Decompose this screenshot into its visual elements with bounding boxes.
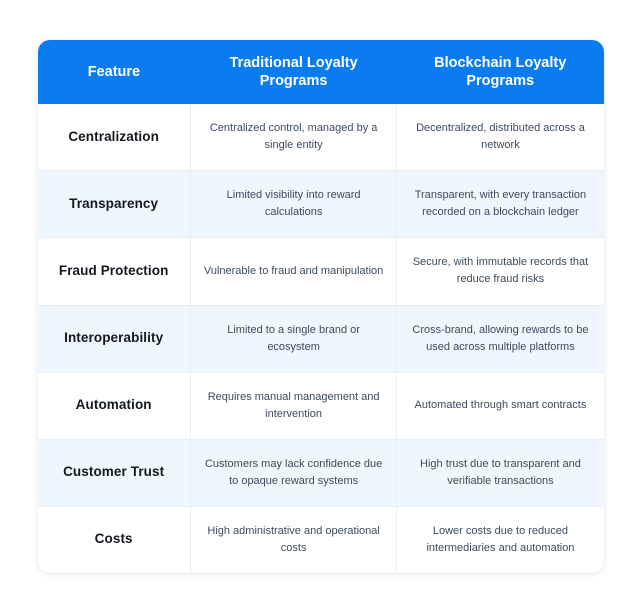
- column-header-feature: Feature: [38, 40, 191, 104]
- row-traditional-value: High administrative and operational costs: [207, 524, 380, 554]
- row-traditional-value: Centralized control, managed by a single entity: [190, 104, 397, 171]
- table-body: [38, 104, 604, 573]
- comparison-table-card: [38, 40, 604, 573]
- row-traditional-value: Vulnerable to fraud and manipulation: [190, 238, 397, 305]
- row-blockchain-value: Decentralized, distributed across a network: [397, 104, 604, 171]
- column-header-blockchain: Blockchain Loyalty Programs: [397, 40, 604, 104]
- table-row: [38, 171, 604, 238]
- row-traditional-value: Limited visibility into reward calculations: [190, 171, 397, 238]
- row-blockchain-value: Cross-brand, allowing rewards to be used across multiple platforms: [397, 305, 604, 372]
- table-row: [38, 305, 604, 372]
- row-feature-label: Costs: [38, 506, 191, 573]
- table-row: [38, 439, 604, 506]
- row-feature-label: Interoperability: [38, 305, 191, 372]
- column-header-traditional: Traditional Loyalty Programs: [190, 40, 397, 104]
- row-traditional-value: Limited to a single brand or ecosystem: [190, 305, 397, 372]
- comparison-table: [38, 40, 604, 573]
- table-row: [38, 372, 604, 439]
- row-feature-label: Customer Trust: [38, 439, 191, 506]
- row-blockchain-value: High trust due to transparent and verifiable transactions: [397, 439, 604, 506]
- table-header-row: [38, 40, 604, 104]
- table-header: [38, 40, 604, 104]
- table-row: [38, 104, 604, 171]
- row-traditional-value: Requires manual management and intervention: [190, 372, 397, 439]
- table-row: [38, 238, 604, 305]
- row-blockchain-value: Transparent, with every transaction recorded on a blockchain ledger: [397, 171, 604, 238]
- row-blockchain-value: Secure, with immutable records that reduce fraud risks: [397, 238, 604, 305]
- table-row: [38, 506, 604, 573]
- row-feature-label: Centralization: [38, 104, 191, 171]
- row-blockchain-value: Automated through smart contracts: [397, 372, 604, 439]
- row-traditional-value: Customers may lack confidence due to opaque reward systems: [190, 439, 397, 506]
- row-feature-label: Automation: [38, 372, 191, 439]
- row-feature-label: Fraud Protection: [38, 238, 191, 305]
- row-feature-label: Transparency: [38, 171, 191, 238]
- row-blockchain-value: Lower costs due to reduced intermediaries and automation: [397, 506, 604, 573]
